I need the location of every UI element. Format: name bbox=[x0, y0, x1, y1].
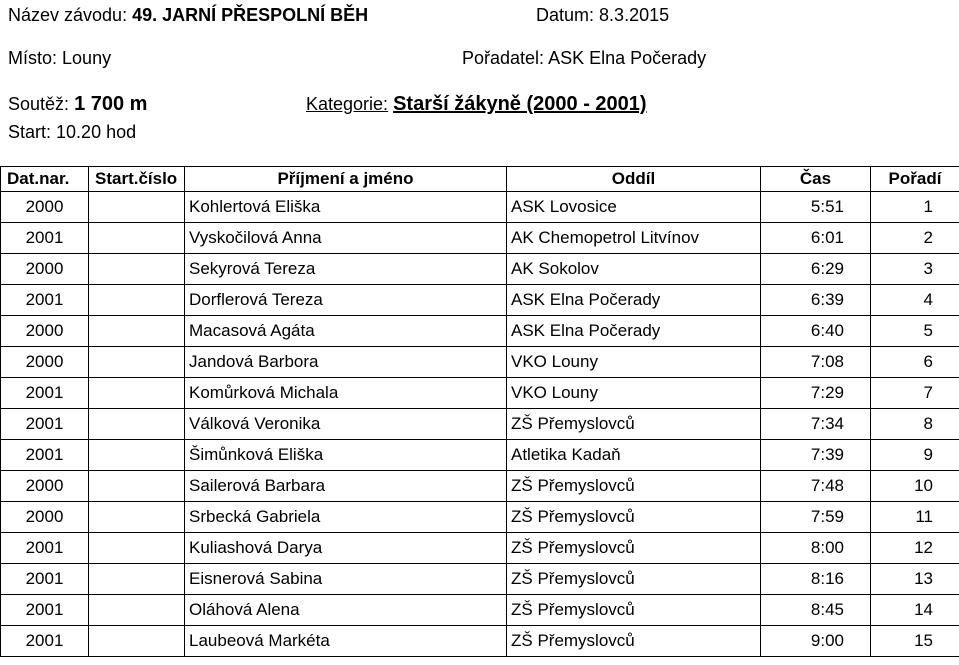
club-cell: VKO Louny bbox=[507, 347, 761, 378]
club-cell: VKO Louny bbox=[507, 378, 761, 409]
birth-year-cell: 2000 bbox=[1, 316, 89, 347]
start-number-cell bbox=[89, 378, 185, 409]
name-cell: Vyskočilová Anna bbox=[185, 223, 507, 254]
birth-year-cell: 2000 bbox=[1, 192, 89, 223]
table-row bbox=[1, 316, 959, 347]
table-row bbox=[1, 564, 959, 595]
rank-cell: 10 bbox=[871, 471, 959, 502]
start-value: 10.20 hod bbox=[56, 122, 137, 142]
date-line bbox=[536, 4, 669, 26]
rank-cell: 3 bbox=[871, 254, 959, 285]
birth-year-cell: 2001 bbox=[1, 595, 89, 626]
rank-cell: 1 bbox=[871, 192, 959, 223]
rank-cell: 11 bbox=[871, 502, 959, 533]
time-cell: 7:39 bbox=[761, 440, 871, 471]
table-row bbox=[1, 285, 959, 316]
birth-year-cell: 2001 bbox=[1, 440, 89, 471]
club-cell: ZŠ Přemyslovců bbox=[507, 502, 761, 533]
start-number-cell bbox=[89, 409, 185, 440]
name-cell: Oláhová Alena bbox=[185, 595, 507, 626]
category-line bbox=[306, 93, 647, 115]
place-value: Louny bbox=[62, 48, 112, 68]
name-cell: Sekyrová Tereza bbox=[185, 254, 507, 285]
club-cell: ZŠ Přemyslovců bbox=[507, 471, 761, 502]
time-cell: 6:01 bbox=[761, 223, 871, 254]
rank-cell: 12 bbox=[871, 533, 959, 564]
birth-year-cell: 2001 bbox=[1, 533, 89, 564]
time-cell: 8:00 bbox=[761, 533, 871, 564]
results-table bbox=[0, 166, 959, 657]
organizer-label: Pořadatel: bbox=[462, 48, 545, 68]
name-cell: Laubeová Markéta bbox=[185, 626, 507, 657]
table-row bbox=[1, 471, 959, 502]
name-cell: Komůrková Michala bbox=[185, 378, 507, 409]
name-cell: Dorflerová Tereza bbox=[185, 285, 507, 316]
table-row bbox=[1, 502, 959, 533]
name-cell: Válková Veronika bbox=[185, 409, 507, 440]
results-body bbox=[1, 192, 959, 657]
rank-cell: 2 bbox=[871, 223, 959, 254]
time-cell: 7:48 bbox=[761, 471, 871, 502]
organizer-value: ASK Elna Počerady bbox=[548, 48, 707, 68]
birth-year-cell: 2000 bbox=[1, 254, 89, 285]
name-cell: Kohlertová Eliška bbox=[185, 192, 507, 223]
col-header-time: Čas bbox=[761, 167, 871, 192]
col-header-rank: Pořadí bbox=[871, 167, 959, 192]
table-row bbox=[1, 223, 959, 254]
start-number-cell bbox=[89, 564, 185, 595]
col-header-name: Příjmení a jméno bbox=[185, 167, 507, 192]
birth-year-cell: 2000 bbox=[1, 347, 89, 378]
race-name-line bbox=[8, 4, 368, 26]
name-cell: Kuliashová Darya bbox=[185, 533, 507, 564]
start-number-cell bbox=[89, 471, 185, 502]
table-row bbox=[1, 347, 959, 378]
race-name-label: Název závodu: bbox=[8, 5, 128, 25]
start-number-cell bbox=[89, 192, 185, 223]
name-cell: Šimůnková Eliška bbox=[185, 440, 507, 471]
birth-year-cell: 2001 bbox=[1, 285, 89, 316]
col-header-birth-year: Dat.nar. bbox=[1, 167, 89, 192]
start-number-cell bbox=[89, 316, 185, 347]
rank-cell: 9 bbox=[871, 440, 959, 471]
start-number-cell bbox=[89, 626, 185, 657]
time-cell: 6:40 bbox=[761, 316, 871, 347]
time-cell: 6:39 bbox=[761, 285, 871, 316]
name-cell: Macasová Agáta bbox=[185, 316, 507, 347]
start-number-cell bbox=[89, 254, 185, 285]
birth-year-cell: 2001 bbox=[1, 409, 89, 440]
col-header-club: Oddíl bbox=[507, 167, 761, 192]
club-cell: ZŠ Přemyslovců bbox=[507, 595, 761, 626]
date-value: 8.3.2015 bbox=[599, 5, 670, 25]
club-cell: Atletika Kadaň bbox=[507, 440, 761, 471]
rank-cell: 13 bbox=[871, 564, 959, 595]
club-cell: ZŠ Přemyslovců bbox=[507, 409, 761, 440]
table-row bbox=[1, 595, 959, 626]
start-number-cell bbox=[89, 502, 185, 533]
birth-year-cell: 2001 bbox=[1, 564, 89, 595]
place-label: Místo: bbox=[8, 48, 58, 68]
club-cell: ZŠ Přemyslovců bbox=[507, 626, 761, 657]
time-cell: 9:00 bbox=[761, 626, 871, 657]
birth-year-cell: 2001 bbox=[1, 626, 89, 657]
col-header-start-number: Start.číslo bbox=[89, 167, 185, 192]
start-line bbox=[8, 121, 136, 143]
birth-year-cell: 2000 bbox=[1, 471, 89, 502]
club-cell: ASK Elna Počerady bbox=[507, 316, 761, 347]
rank-cell: 14 bbox=[871, 595, 959, 626]
discipline-label: Soutěž: bbox=[8, 94, 70, 114]
start-number-cell bbox=[89, 223, 185, 254]
club-cell: ASK Lovosice bbox=[507, 192, 761, 223]
rank-cell: 5 bbox=[871, 316, 959, 347]
category-label: Kategorie: bbox=[306, 94, 389, 114]
table-row bbox=[1, 192, 959, 223]
club-cell: ASK Elna Počerady bbox=[507, 285, 761, 316]
time-cell: 7:29 bbox=[761, 378, 871, 409]
birth-year-cell: 2000 bbox=[1, 502, 89, 533]
start-label: Start: bbox=[8, 122, 52, 142]
start-number-cell bbox=[89, 440, 185, 471]
place-line bbox=[8, 47, 111, 69]
club-cell: AK Sokolov bbox=[507, 254, 761, 285]
name-cell: Sailerová Barbara bbox=[185, 471, 507, 502]
rank-cell: 7 bbox=[871, 378, 959, 409]
name-cell: Jandová Barbora bbox=[185, 347, 507, 378]
table-row bbox=[1, 440, 959, 471]
birth-year-cell: 2001 bbox=[1, 378, 89, 409]
discipline-value: 1 700 m bbox=[74, 93, 148, 115]
club-cell: ZŠ Přemyslovců bbox=[507, 533, 761, 564]
start-number-cell bbox=[89, 347, 185, 378]
start-number-cell bbox=[89, 595, 185, 626]
race-name: 49. JARNÍ PŘESPOLNÍ BĚH bbox=[132, 5, 369, 25]
time-cell: 5:51 bbox=[761, 192, 871, 223]
club-cell: ZŠ Přemyslovců bbox=[507, 564, 761, 595]
time-cell: 7:34 bbox=[761, 409, 871, 440]
start-number-cell bbox=[89, 533, 185, 564]
time-cell: 6:29 bbox=[761, 254, 871, 285]
date-label: Datum: bbox=[536, 5, 595, 25]
time-cell: 7:08 bbox=[761, 347, 871, 378]
rank-cell: 8 bbox=[871, 409, 959, 440]
rank-cell: 4 bbox=[871, 285, 959, 316]
table-row bbox=[1, 378, 959, 409]
organizer-line bbox=[462, 47, 706, 69]
category-value: Starší žákyně (2000 - 2001) bbox=[393, 93, 647, 115]
club-cell: AK Chemopetrol Litvínov bbox=[507, 223, 761, 254]
table-row bbox=[1, 626, 959, 657]
table-row bbox=[1, 533, 959, 564]
time-cell: 8:45 bbox=[761, 595, 871, 626]
rank-cell: 6 bbox=[871, 347, 959, 378]
time-cell: 8:16 bbox=[761, 564, 871, 595]
discipline-line bbox=[8, 93, 147, 115]
name-cell: Eisnerová Sabina bbox=[185, 564, 507, 595]
time-cell: 7:59 bbox=[761, 502, 871, 533]
rank-cell: 15 bbox=[871, 626, 959, 657]
table-row bbox=[1, 409, 959, 440]
start-number-cell bbox=[89, 285, 185, 316]
table-header-row bbox=[1, 167, 959, 192]
table-row bbox=[1, 254, 959, 285]
birth-year-cell: 2001 bbox=[1, 223, 89, 254]
name-cell: Srbecká Gabriela bbox=[185, 502, 507, 533]
